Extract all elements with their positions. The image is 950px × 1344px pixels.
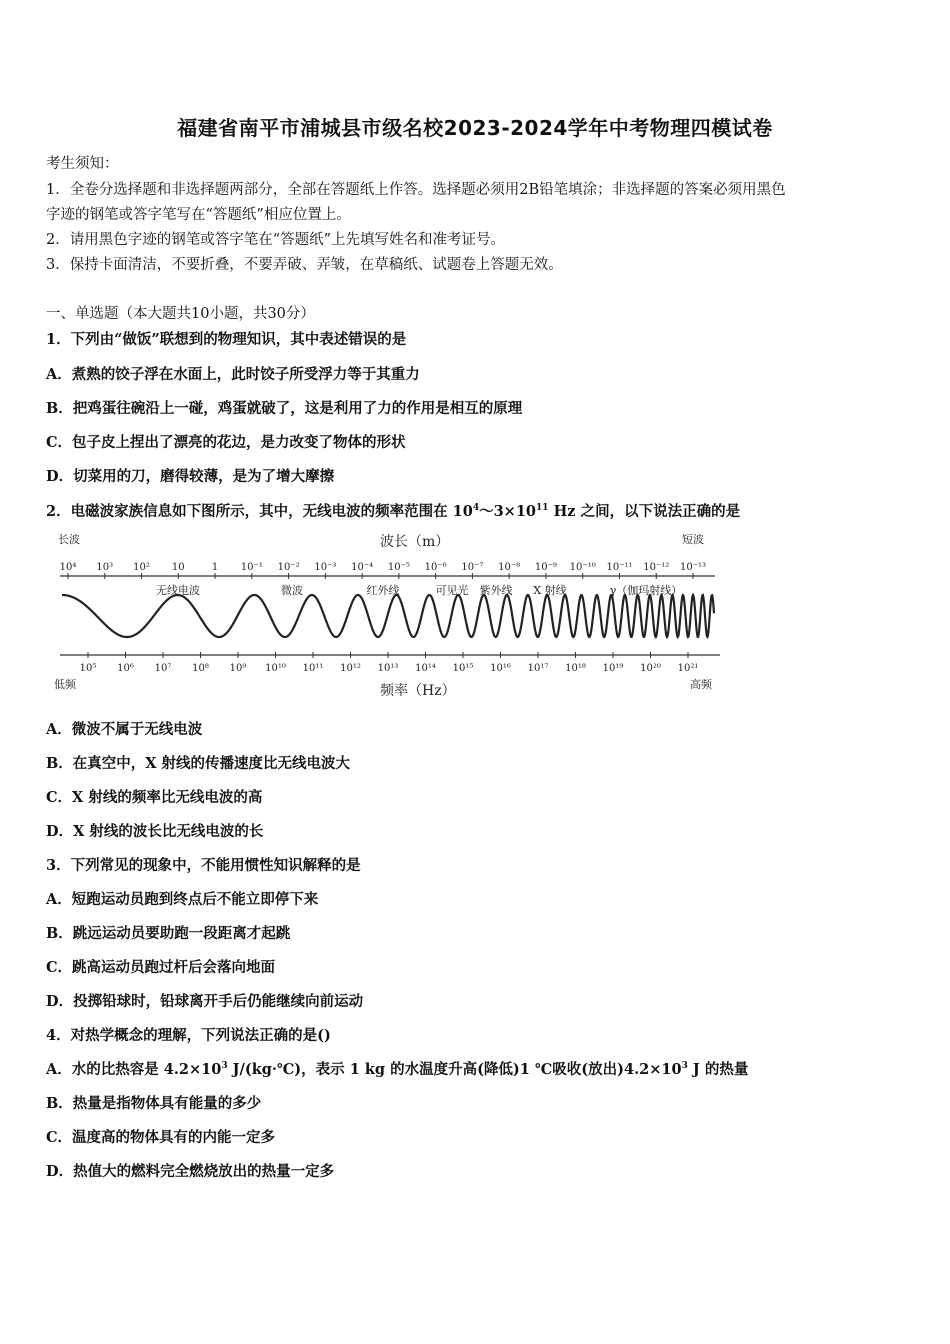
low-frequency-label: 低频 bbox=[54, 678, 76, 691]
band-label: 红外线 bbox=[366, 584, 400, 597]
q2-stem: 2．电磁波家族信息如下图所示，其中，无线电波的频率范围在 $10^4\sim 3\times 10^{11}$ Hz 之间，以下说法正确的是 bbox=[46, 503, 741, 520]
band-label: X 射线 bbox=[533, 584, 567, 597]
notice-heading: 考生须知： bbox=[46, 156, 119, 172]
frequency-tick-label: 10¹⁸ bbox=[565, 663, 586, 674]
band-label: 无线电波 bbox=[156, 584, 200, 597]
wavelength-tick-label: 10⁻⁶ bbox=[424, 562, 447, 573]
wavelength-tick-label: 10⁻² bbox=[277, 562, 300, 573]
wavelength-tick-label: 10² bbox=[133, 562, 150, 573]
frequency-tick-label: 10⁵ bbox=[79, 663, 97, 674]
frequency-tick-label: 10¹⁰ bbox=[265, 663, 286, 674]
notice-item-3: 3．保持卡面清洁，不要折叠，不要弄破、弄皱，在草稿纸、试题卷上答题无效。 bbox=[46, 257, 563, 273]
high-frequency-label: 高频 bbox=[690, 678, 712, 691]
q2-option-c: C．X 射线的频率比无线电波的高 bbox=[46, 789, 263, 806]
q1-option-b: B．把鸡蛋往碗沿上一碰，鸡蛋就破了，这是利用了力的作用是相互的原理 bbox=[46, 400, 523, 417]
q3-option-c: C．跳高运动员跑过杆后会落向地面 bbox=[46, 959, 276, 976]
q4-option-b: B．热量是指物体具有能量的多少 bbox=[46, 1095, 262, 1112]
wavelength-tick-label: 10⁻¹³ bbox=[679, 562, 707, 573]
wavelength-tick-label: 10⁻¹¹ bbox=[606, 562, 633, 573]
frequency-tick-label: 10¹⁴ bbox=[415, 663, 436, 674]
q1-stem: 1．下列由“做饭”联想到的物理知识，其中表述错误的是 bbox=[46, 331, 407, 348]
q3-stem: 3．下列常见的现象中，不能用惯性知识解释的是 bbox=[46, 857, 361, 874]
band-labels bbox=[156, 583, 682, 597]
band-label: 微波 bbox=[281, 584, 303, 597]
q4-stem: 4．对热学概念的理解，下列说法正确的是() bbox=[46, 1027, 331, 1044]
long-wave-label: 长波 bbox=[58, 533, 80, 546]
q3-option-d: D．投掷铅球时，铅球离开手后仍能继续向前运动 bbox=[46, 993, 364, 1010]
wavelength-tick-label: 10⁻⁹ bbox=[534, 562, 557, 573]
wavelength-tick-label: 10⁻¹ bbox=[240, 562, 263, 573]
frequency-tick-label: 10¹³ bbox=[377, 663, 399, 674]
frequency-tick-label: 10¹⁷ bbox=[527, 663, 549, 674]
q2-option-d: D．X 射线的波长比无线电波的长 bbox=[46, 823, 264, 840]
frequency-tick-label: 10¹⁶ bbox=[490, 663, 511, 674]
frequency-tick-label: 10⁹ bbox=[229, 663, 247, 674]
frequency-tick-label: 10¹¹ bbox=[302, 663, 324, 674]
q4-option-c: C．温度高的物体具有的内能一定多 bbox=[46, 1129, 276, 1146]
wavelength-tick-label: 10⁴ bbox=[59, 562, 77, 573]
frequency-tick-label: 10¹⁹ bbox=[602, 663, 624, 674]
frequency-tick-label: 10⁷ bbox=[154, 663, 172, 674]
frequency-tick-label: 10⁸ bbox=[192, 663, 209, 674]
wavelength-tick-label: 10 bbox=[171, 562, 185, 573]
band-label: γ（伽玛射线） bbox=[609, 584, 683, 597]
frequency-tick-label: 10⁶ bbox=[117, 663, 134, 674]
notice-item-1: 1．全卷分选择题和非选择题两部分，全部在答题纸上作答。选择题必须用2B铅笔填涂；非选择题的答案必须用黑色 bbox=[46, 182, 786, 198]
notice-item-2: 2．请用黑色字迹的钢笔或答字笔在“答题纸”上先填写姓名和准考证号。 bbox=[46, 232, 506, 248]
notice-item-1-cont: 字迹的钢笔或答字笔写在“答题纸”相应位置上。 bbox=[46, 207, 351, 223]
wavelength-tick-label: 10⁻³ bbox=[314, 562, 337, 573]
q4-option-a: A．水的比热容是 $4.2\times 10^3$ J/(kg·℃)，表示 1 kg 的水温度升高(降低)1 ℃吸收(放出)$4.2\times 10^3$ J 的热量 bbox=[46, 1061, 749, 1078]
wavelength-tick-label: 1 bbox=[211, 562, 219, 573]
wave-curve bbox=[62, 595, 714, 637]
q3-option-a: A．短跑运动员跑到终点后不能立即停下来 bbox=[46, 891, 319, 908]
frequency-axis-label: 频率（Hz） bbox=[380, 683, 456, 699]
wavelength-tick-label: 10³ bbox=[96, 562, 114, 573]
q1-option-a: A．煮熟的饺子浮在水面上，此时饺子所受浮力等于其重力 bbox=[46, 366, 420, 383]
em-spectrum-figure bbox=[50, 530, 730, 700]
wavelength-tick-label: 10⁻⁷ bbox=[461, 562, 484, 573]
band-label: 紫外线 bbox=[479, 584, 513, 597]
wavelength-tick-label: 10⁻⁴ bbox=[351, 562, 374, 573]
wavelength-tick-label: 10⁻¹² bbox=[643, 562, 670, 573]
frequency-tick-label: 10¹⁵ bbox=[452, 663, 474, 674]
frequency-tick-label: 10¹² bbox=[340, 663, 361, 674]
wavelength-tick-label: 10⁻⁵ bbox=[387, 562, 410, 573]
frequency-tick-label: 10²¹ bbox=[677, 663, 699, 674]
q2-option-a: A．微波不属于无线电波 bbox=[46, 721, 203, 738]
q4-option-d: D．热值大的燃料完全燃烧放出的热量一定多 bbox=[46, 1163, 335, 1180]
page-title: 福建省南平市浦城县市级名校2023-2024学年中考物理四模试卷 bbox=[177, 116, 773, 140]
q3-option-b: B．跳远运动员要助跑一段距离才起跳 bbox=[46, 925, 291, 942]
wavelength-axis-label: 波长（m） bbox=[380, 534, 450, 550]
q1-option-d: D．切菜用的刀，磨得较薄，是为了增大摩擦 bbox=[46, 468, 335, 485]
short-wave-label: 短波 bbox=[682, 533, 704, 546]
wavelength-tick-label: 10⁻¹⁰ bbox=[569, 562, 596, 573]
q1-option-c: C．包子皮上捏出了漂亮的花边，是力改变了物体的形状 bbox=[46, 434, 406, 451]
frequency-tick-label: 10²⁰ bbox=[640, 663, 661, 674]
wavelength-tick-label: 10⁻⁸ bbox=[498, 562, 521, 573]
q2-option-b: B．在真空中，X 射线的传播速度比无线电波大 bbox=[46, 755, 351, 772]
section-heading: 一、单选题（本大题共10小题，共30分） bbox=[46, 306, 315, 322]
band-label: 可见光 bbox=[435, 584, 469, 597]
